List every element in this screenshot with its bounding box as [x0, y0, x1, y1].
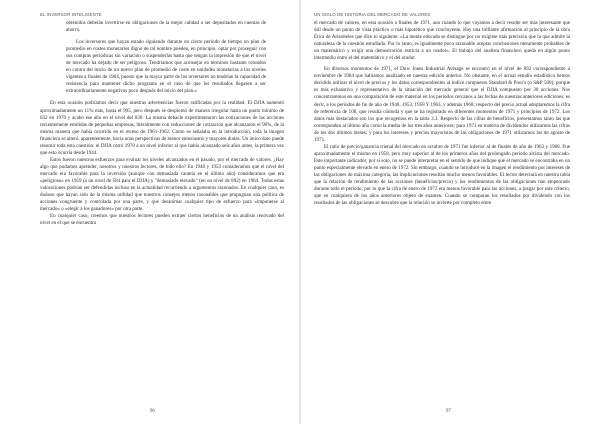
right-page — [300, 0, 600, 424]
page-number-right: 97 — [446, 409, 451, 414]
right-page-body — [314, 20, 570, 207]
running-head-right: UN SIGLO DE HISTORIA DEL MERCADO DE VALORES — [314, 12, 431, 17]
paragraph: En diversos momentos de 1971, el Dow Jones Industrial Average se encontró en el nivel de 892 correspondiente a noviembre de 1964 que habíamos analizado en nuestra edición anterior. No obstante, en el actual estudio estadístico hemos decidido utilizar el nivel de precios y los datos correspondientes al índice compuesto Standard & Poor's (o S&P 500), porque es más exhaustivo y representativo de la situación del mercado general que el DJIA compuesto por 30 acciones. Nos concentraremos en una comparación de este material en los periodos cercanos a las fechas de nuestras anteriores ediciones, es decir, a los periodos de fin de año de 1948, 1953, 1958 Y 1963, y además 1968; respecto del precio actual adoptaremos la cifra de referencia de 100, que resulta cómoda y que se ha registrado en diferentes momentos de 1971 y principios de 1972. Los datos más destacados son los que recogemos en la tabla 3.3. Respecto de las cifras de beneficios, presentamos tanto las que corresponden al último año como la media de los tres años anteriores; para 1971 en materia de dividendos utilizamos las cifras de los dos últimos meses; y para los intereses y precios mayoristas de las obligaciones de 1971 utilizamos los de agosto de 1971. — [314, 66, 570, 143]
paragraph: obtenidos deberán invertirse en obligaciones de la mejor calidad o ser depositados en cuentas de ahorro. — [66, 20, 266, 34]
paragraph: En cualquier caso, creemos que nuestros lectores pueden extraer ciertos beneficios de un análisis renovado del nivel en el que se encuentra — [40, 213, 284, 227]
paragraph: En esta ocasión podríamos decir que nuestras advertencias fueron ratificadas por la realidad. El DJIA aumentó aproximadamente un 11% más, hasta el 995, pero después se desplomó de manera irregular hasta un punto mínimo de 632 en 1970 y acabó ese año en el nivel del 839. La misma debacle experimentaron las cotizaciones de las acciones recientemente emitidas de pequeñas empresas, literalmente con reducciones de cotización que alcanzaron el 90%, de la misma manera que había ocurrido en el receso de 1961-1962. Como se señalaba en la introducción, toda la imagen financiera se alteró, aparentemente, hacia unas perspectivas de menor entusiasmo y mayores dudas. Un único dato puede resumir toda esta cuestión: el DJIA cerró 1970 a un nivel inferior al que había alcanzado seis años antes, la primera vez que esto ocurría desde 1944. — [40, 100, 284, 156]
paragraph: Los inversores que hayan estado siguiendo durante un cierto periodo de tiempo un plan de promedio en costes monetarios digno de tal nombre pueden, en principio, optar por proseguir con sus compras periódicas sin variación o suspenderlas hasta que tengan la impresión de que el nivel de mercado ha dejado de ser peligroso. Tendríamos que aconsejar en términos bastante rotundos en contra del inicio de un nuevo plan de promedio de coste en unidades monetarias a los niveles vigentes a finales de 1964, puesto que la mayor parte de los inversores no tendrían la capacidad de resistencia para mantener dicho programa en el caso de que los resultados llegasen a ser extraordinariamente negativos poco después del inicio del plan.» — [66, 39, 266, 95]
paragraph: El ratio de precio/ganancia trienal del mercado en octubre de 1971 fue inferior al de finales de año de 1963 y 1968. Fue aproximadamente el mismo en 1958, pero muy superior al de los primeros años del prolongado período alcista del mercado. Este importante indicador, por sí solo, no se puede interpretar en el sentido de que indique que el mercado se encontraba en un punto especialmente elevado en enero de 1972. Sin embargo, cuando se introduce en la imagen el rendimiento por intereses de las obligaciones de máxima categoría, las implicaciones resultan mucho menos favorables. El lector detectará en nuestra tabla que la relación de rendimiento de las acciones (beneficios/precio) y los rendimientos de las obligaciones han empeorado durante todo el periodo, por lo que la cifra de enero de 1972 era menos favorable para las acciones, a juzgar por este criterio, que en cualquiera de los años anteriores objeto de examen. Cuando se comparan los resultados por dividendo con los resultados de las obligaciones se descubre que la relación se invierte por completo entre — [314, 143, 570, 207]
running-head-left: EL INVERSOR INTELIGENTE — [40, 12, 102, 17]
paragraph: el mercado de valores, en esta ocasión a finales de 1971, aun cuando lo que vayamos a decir resulte ser más interesante que útil desde un punto de vista práctico o más hipotético que concluyente. Hay una brillante afirmación al principio de la obra Ética de Aristóteles que dice lo siguiente: «La mente educada se distingue por no exigirse más precisión que la que admite la naturaleza de la cuestión estudiada. Por lo tanto, es igualmente poco razonable aceptar conclusiones meramente probables de un matemático y exigir una demostración estricta a un orador». El trabajo del analista financiero queda en algún punto intermedio entre el del matemático y el del orador. — [314, 20, 570, 62]
book-gutter — [299, 0, 301, 424]
left-page-body — [40, 20, 284, 227]
paragraph: Estos fueron nuestros esfuerzos para evaluar los niveles alcanzados en el pasado, por el mercado de valores. ¿Hay algo que podamos aprender, nosotros y nuestros lectores, de todo ello? En 1948 y 1953 consideramos que el nivel del mercado era favorable para la inversión (aunque con demasiada cautela en el último año) consideramos que era «peligroso» en 1959 (a un nivel de 584 para el DJIA) y "demasiado elevado" (en un nivel de 892) en 1964. Todas estas valoraciones podrían ser defendidas incluso en la actualidad recurriendo a argumentos razonados. En cualquier caso, es dudoso que hayan sido de la misma utilidad que nuestros consejos menos razonables que propugnan una política de acciones congruente y controlada por una parte, y que desanimar cualquier tipo de esfuerzo para «imponerse al mercado» o «elegir a los ganadores» por otra parte. — [40, 156, 284, 213]
page-number-left: 96 — [150, 409, 155, 414]
